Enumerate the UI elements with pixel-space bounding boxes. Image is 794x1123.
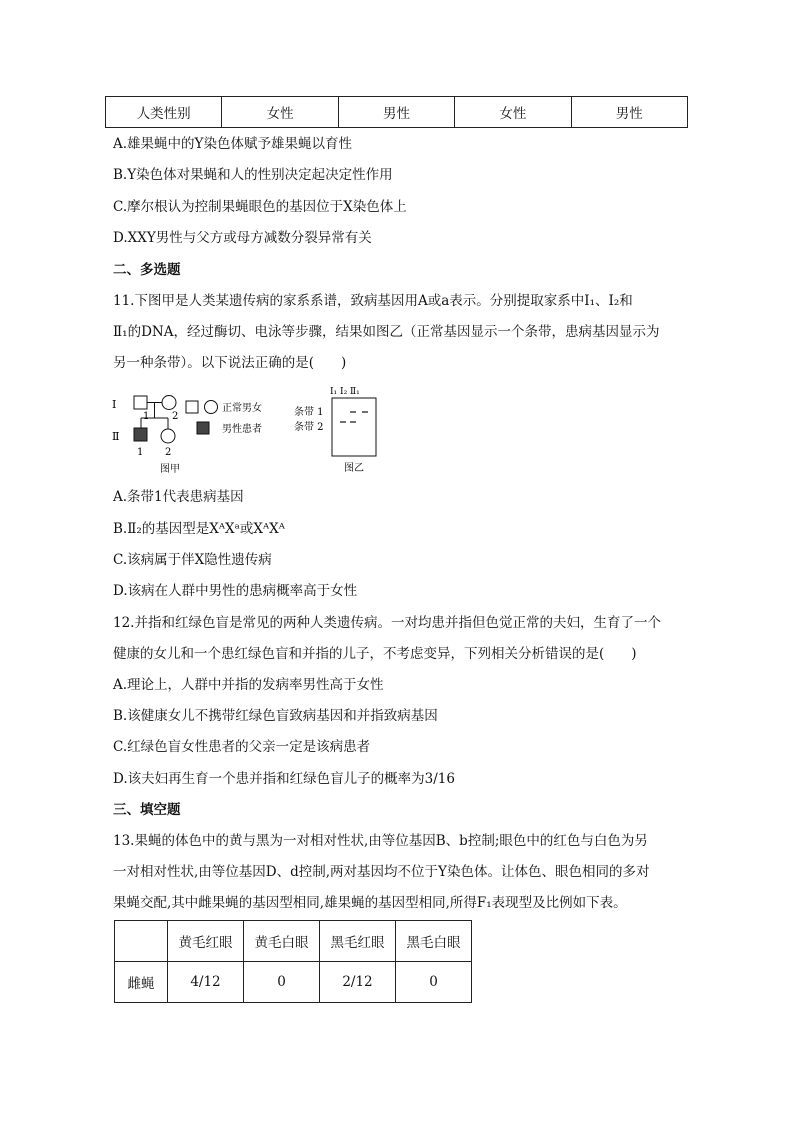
q12-option-a: A.理论上，人群中并指的发病率男性高于女性 xyxy=(113,677,384,693)
q10-option-d: D.XXY男性与父方或母方减数分裂异常有关 xyxy=(113,230,372,246)
table-row-label: 雌蝇 xyxy=(115,962,168,1003)
table-cell: 2/12 xyxy=(320,962,396,1003)
q10-option-b: B.Y染色体对果蝇和人的性别决定起决定性作用 xyxy=(113,167,393,183)
q11-option-d: D.该病在人群中男性的患病概率高于女性 xyxy=(113,583,358,599)
band-label: 条带 2 xyxy=(294,422,324,433)
legend-patient: 男性患者 xyxy=(222,424,262,435)
q10-option-c: C.摩尔根认为控制果蝇眼色的基因位于X染色体上 xyxy=(113,199,407,215)
section-heading-fill: 三、填空题 xyxy=(113,802,181,818)
q13-line: 13.果蝇的体色中的黄与黑为一对相对性状,由等位基因B、b控制;眼色中的红色与白色为另 xyxy=(113,833,648,849)
q11-line: 另一种条带）。以下说法正确的是( ) xyxy=(113,355,347,371)
q13-line: 果蝇交配,其中雌果蝇的基因型相同,雄果蝇的基因型相同,所得F₁表现型及比例如下表。 xyxy=(113,895,627,911)
svg-text:1: 1 xyxy=(143,411,150,422)
q12-option-c: C.红绿色盲女性患者的父亲一定是该病患者 xyxy=(113,739,371,755)
generation-label: Ⅰ xyxy=(112,398,117,411)
f1-phenotype-table xyxy=(114,920,472,1003)
electrophoresis-figure xyxy=(290,382,390,478)
affected-male-symbol xyxy=(134,428,147,441)
q13-line: 一对相对性状,由等位基因D、d控制,两对基因均不位于Y染色体。让体色、眼色相同的多对 xyxy=(113,864,650,880)
svg-text:1: 1 xyxy=(137,447,144,458)
generation-label: Ⅱ xyxy=(112,430,120,443)
figure-caption: 图甲 xyxy=(160,464,180,475)
table-cell: 男性 xyxy=(571,97,687,128)
legend-normal: 正常男女 xyxy=(222,403,262,414)
q12-line: 健康的女儿和一个患红绿色盲和并指的儿子，不考虑变异，下列相关分析错误的是( ) xyxy=(113,646,637,662)
gel-box xyxy=(332,398,376,456)
table-cell: 女性 xyxy=(222,97,338,128)
normal-male-symbol xyxy=(134,396,147,409)
table-header-cell: 黄毛白眼 xyxy=(244,921,320,962)
table-header-cell: 黄毛红眼 xyxy=(168,921,244,962)
q12-line: 12.并指和红绿色盲是常见的两种人类遗传病。一对均患并指但色觉正常的夫妇，生育了一个 xyxy=(113,615,661,631)
normal-female-symbol xyxy=(161,429,175,443)
figure-caption: 图乙 xyxy=(344,463,364,474)
q12-option-b: B.该健康女儿不携带红绿色盲致病基因和并指致病基因 xyxy=(113,708,438,724)
section-heading-multi: 二、多选题 xyxy=(113,262,181,278)
table-cell: 0 xyxy=(396,962,472,1003)
q11-option-c: C.该病属于伴X隐性遗传病 xyxy=(113,552,272,568)
table-cell: 人类性别 xyxy=(106,97,222,128)
table-header-cell xyxy=(115,921,168,962)
table-cell: 0 xyxy=(244,962,320,1003)
q11-line: 11.下图甲是人类某遗传病的家系系谱，致病基因用A或a表示。分别提取家系中Ⅰ₁、Ⅰ₂和 xyxy=(113,293,633,309)
sex-table xyxy=(105,96,688,128)
q11-option-b: B.Ⅱ₂的基因型是XᴬXᵃ或XᴬXᴬ xyxy=(113,521,285,537)
q11-line: Ⅱ₁的DNA，经过酶切、电泳等步骤，结果如图乙（正常基因显示一个条带，患病基因显示为 xyxy=(113,324,660,340)
normal-female-symbol xyxy=(162,396,176,410)
svg-text:2: 2 xyxy=(165,447,172,458)
band-label: 条带 1 xyxy=(294,407,324,418)
table-header-cell: 黑毛红眼 xyxy=(320,921,396,962)
lane-labels: Ⅰ₁ Ⅰ₂ Ⅱ₁ xyxy=(330,387,360,397)
svg-text:2: 2 xyxy=(172,411,179,422)
q12-option-d: D.该夫妇再生育一个患并指和红绿色盲儿子的概率为3/16 xyxy=(113,771,455,787)
pedigree-figure xyxy=(108,384,288,476)
table-header-cell: 黑毛白眼 xyxy=(396,921,472,962)
table-cell: 男性 xyxy=(338,97,454,128)
q10-option-a: A.雄果蝇中的Y染色体赋予雄果蝇以育性 xyxy=(113,136,352,152)
q11-option-a: A.条带1代表患病基因 xyxy=(113,489,244,505)
table-cell: 4/12 xyxy=(168,962,244,1003)
table-cell: 女性 xyxy=(455,97,571,128)
